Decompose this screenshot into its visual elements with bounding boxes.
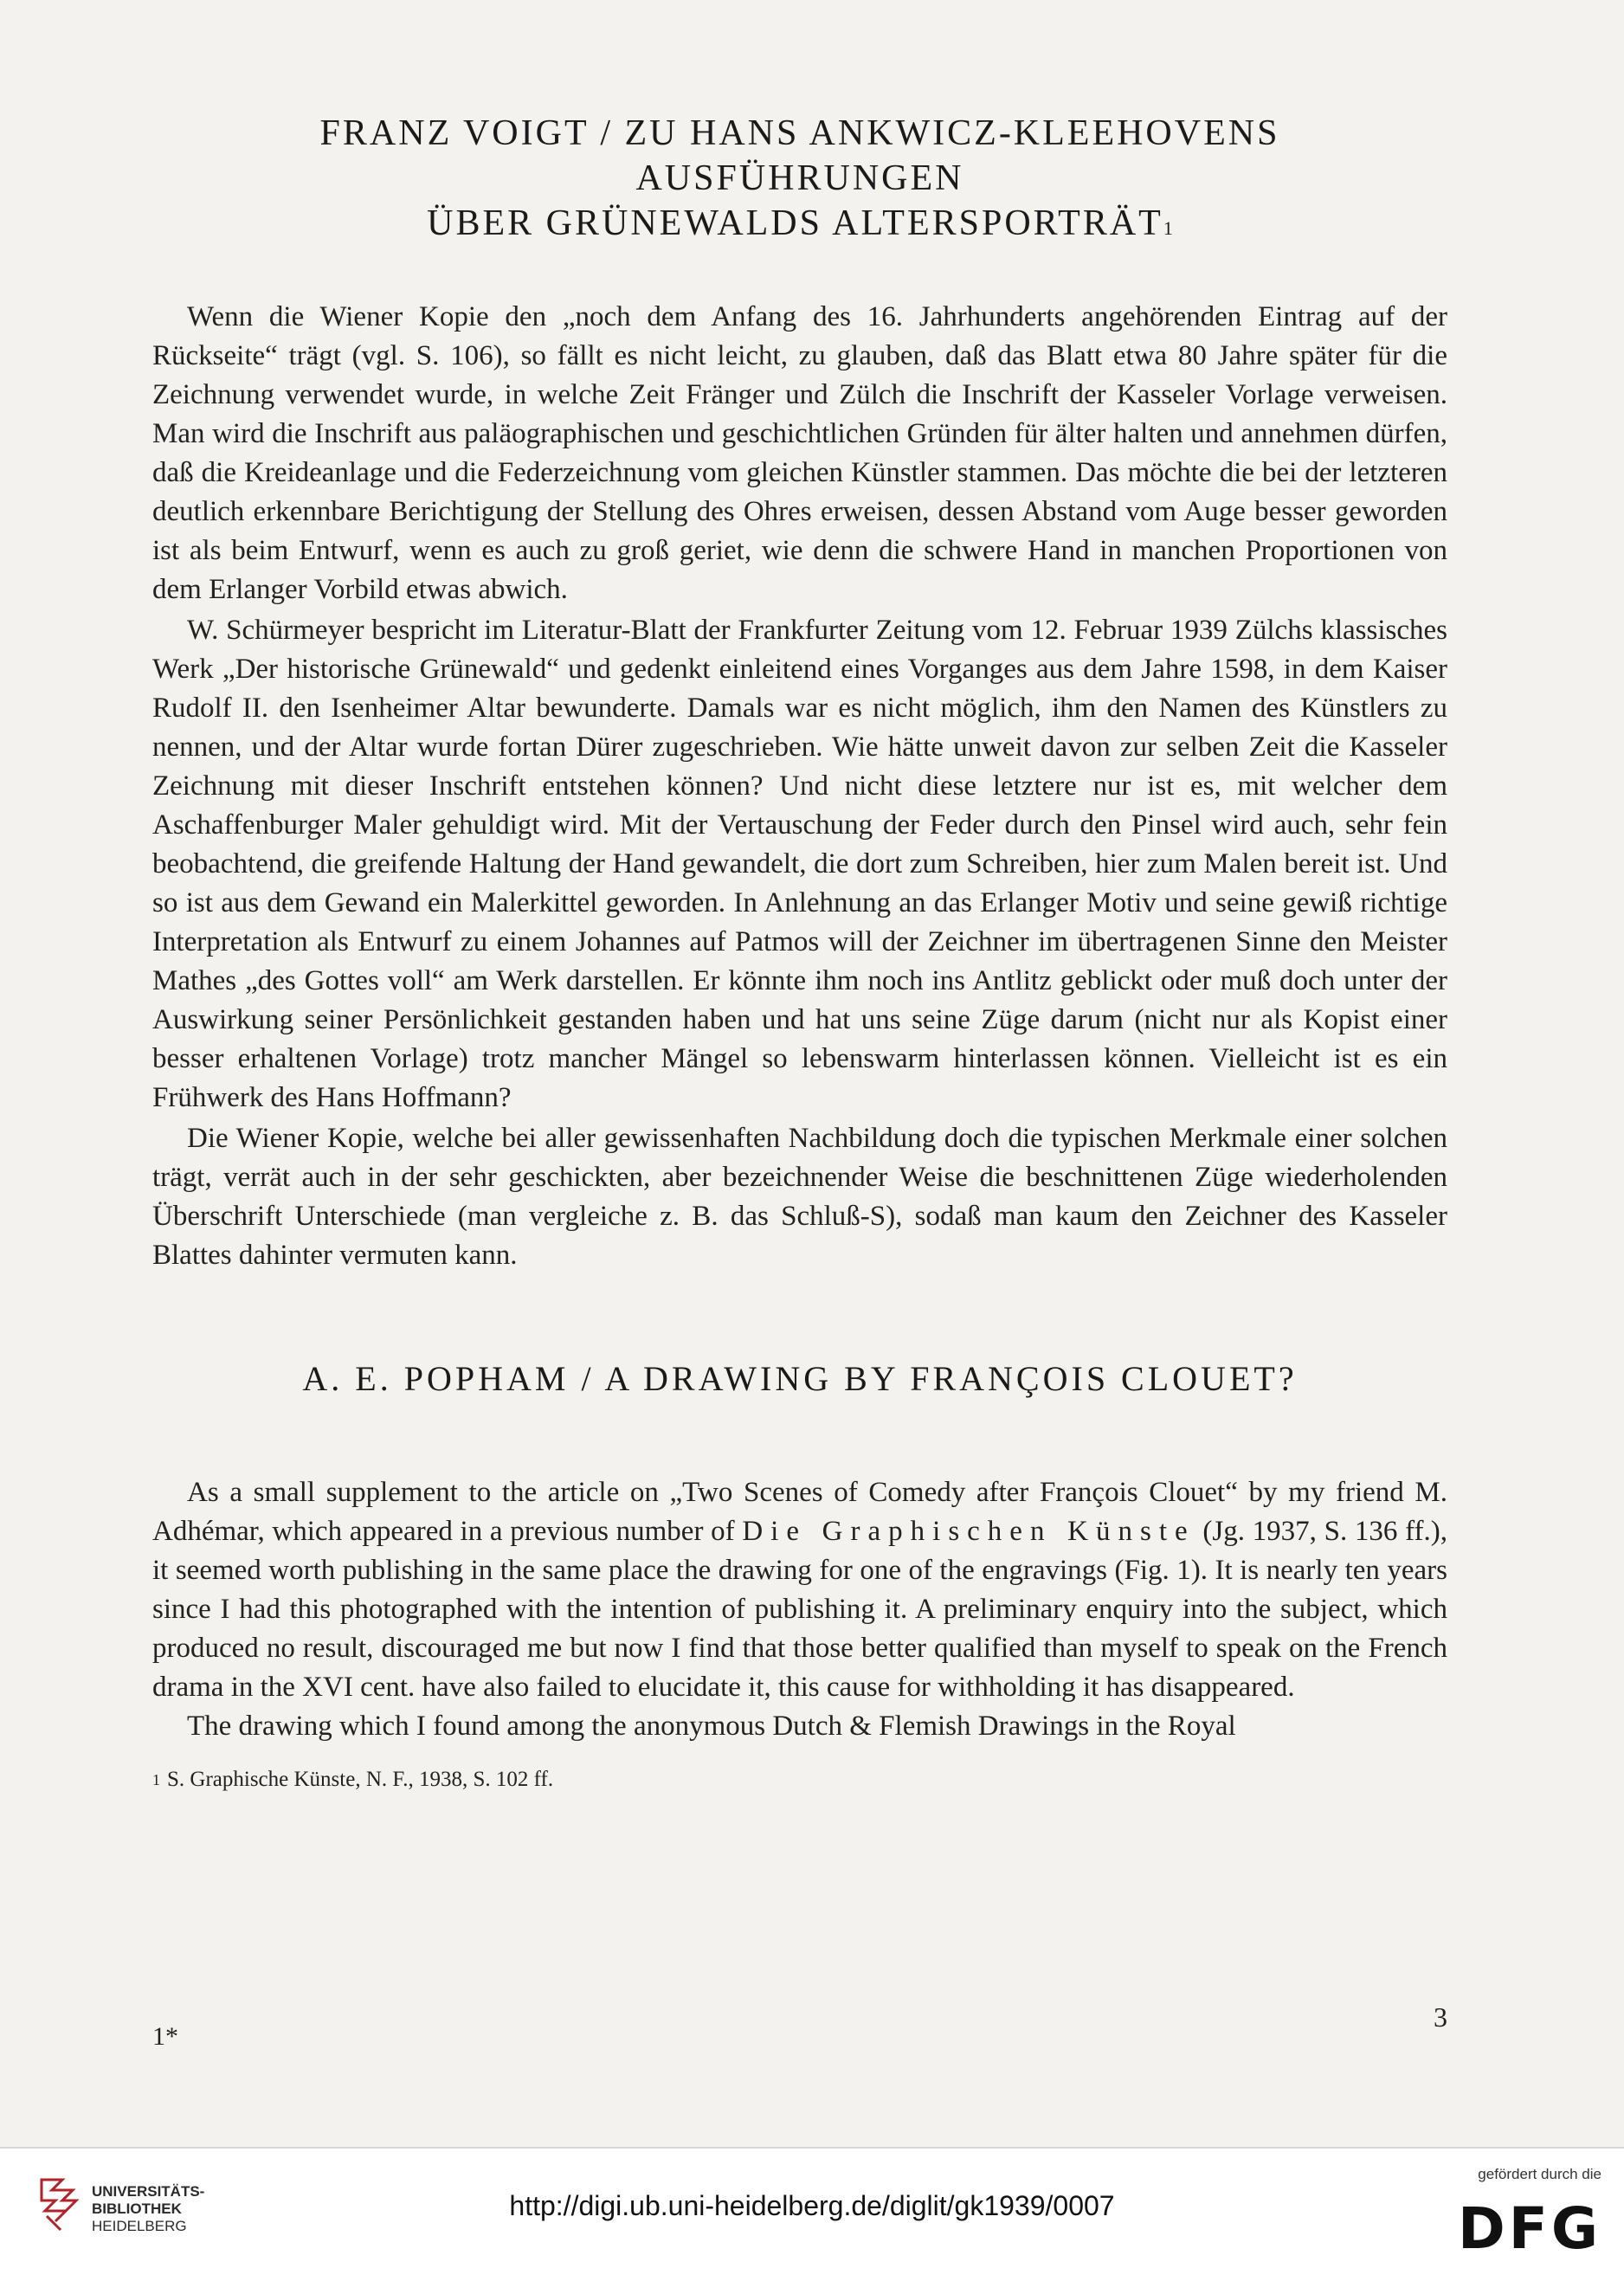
footnote-text: S. Graphische Künste, N. F., 1938, S. 102 ff. [167,1768,554,1791]
funding-note: gefördert durch die [1478,2166,1601,2182]
footnote [152,1765,1447,1795]
article1-title-line1: FRANZ VOIGT / ZU HANS ANKWICZ-KLEEHOVENS AUSFÜHRUNGEN [319,113,1280,198]
article2-body [152,1473,1447,1746]
article2-p1-before: As a small supplement to the article on „Two Scenes of Comedy after François Clouet“ by my friend M. Adhémar, which appeared in a previous number of [152,1477,1447,1547]
journal-name: Die Graphischen Künste [742,1516,1195,1547]
article1-paragraph: Wenn die Wiener Kopie den „noch dem Anfang des 16. Jahrhunderts angehörenden Eintrag auf der Rückseite“ trägt (vgl. S. 106), so fällt es nicht leicht, zu glauben, daß das Blatt etwa 80 Jahre später für die Zeichnung verwendet wurde, in welche Zeit Fränger und Zülch die Inschrift der Kasseler Vorlage verweisen. Man wird die Inschrift aus paläographischen und geschichtlichen Gründen für älter halten und annehmen dürfen, daß die Kreideanlage und die Federzeichnung vom gleichen Künstler stammen. Das möchte die bei der letzteren deutlich erkennbare Berichtigung der Stellung des Ohres erweisen, dessen Abstand vom Auge besser geworden ist als beim Entwurf, wenn es auch zu groß geriet, wie denn die schwere Hand in manchen Proportionen von dem Erlanger Vorbild etwas abwich. [152,301,1447,605]
article1-paragraph: W. Schürmeyer bespricht im Literatur-Blatt der Frankfurter Zeitung vom 12. Februar 1939 Zülchs klassisches Werk „Der historische Grünewald“ und gedenkt einleitend eines Vorganges aus dem Jahre 1598, in dem Kaiser Rudolf II. den Isenheimer Altar bewunderte. Damals war es nicht möglich, ihm den Namen des Künstlers zu nennen, und der Altar wurde fortan Dürer zugeschrieben. Wie hätte unweit davon zur selben Zeit die Kasseler Zeichnung mit dieser Inschrift entstehen können? Und nicht diese letztere nur ist es, mit welcher dem Aschaffenburger Maler gehuldigt wird. Mit der Vertauschung der Feder durch den Pinsel wird auch, sehr fein beobachtend, die greifende Haltung der Hand gewandelt, die dort zum Schreiben, hier zum Malen bereit ist. Und so ist aus dem Gewand ein Malerkittel geworden. In Anlehnung an das Erlanger Motiv und seine gewiß richtige Interpretation als Entwurf zu einem Johannes auf Patmos will der Zeichner im übertragenen Sinne den Meister Mathes „des Gottes voll“ am Werk darstellen. Er könnte ihm noch ins Antlitz geblickt oder muß doch unter der Auswirkung seiner Persönlichkeit gestanden haben und hat uns seine Züge darum (nicht nur als Kopist einer besser erhaltenen Vorlage) trotz mancher Mängel so lebenswarm hinterlassen können. Vielleicht ist es ein Frühwerk des Hans Hoffmann? [152,615,1447,1113]
library-line3: HEIDELBERG [92,2218,187,2234]
article2-paragraph [152,1473,1447,1707]
article1-body [152,298,1447,1275]
page-number: 3 [1434,2001,1447,2033]
article1-title-line2: ÜBER GRÜNEWALDS ALTERSPORTRÄT [427,203,1163,243]
article1-title-line2-wrap [152,201,1447,246]
footnote-mark: 1 [152,1771,160,1788]
signature-mark: 1* [152,2022,178,2051]
article2-paragraph: The drawing which I found among the anonymous Dutch & Flemish Drawings in the Royal [187,1711,1236,1742]
dfg-logo: DFG [1457,2195,1601,2262]
article2-p1-after: (Jg. 1937, S. 136 ff.), it seemed worth publishing in the same place the drawing for one of the engravings (Fig. 1). It is nearly ten years since I had this photographed with the intention of publishing it. A preliminary enquiry into the subject, which produced no result, discouraged me but now I find that those better qualified than myself to speak on the French drama in the XVI cent. have also failed to elucidate it, this cause for withholding it has disappeared. [152,1516,1447,1703]
library-line2: BIBLIOTHEK [92,2200,182,2217]
article1-title [152,111,1447,246]
article1-paragraph: Die Wiener Kopie, welche bei aller gewissenhaften Nachbildung doch die typischen Merkmale einer solchen trägt, verrät auch in der sehr geschickten, aber bezeichnender Weise die beschnittenen Züge wiederholenden Überschrift Unterschiede (man vergleiche z. B. das Schluß-S), sodaß man kaum den Zeichner des Kasseler Blattes dahinter vermuten kann. [152,1123,1447,1271]
page-content [152,111,1447,1795]
library-line1: UNIVERSITÄTS- [92,2183,205,2200]
source-url-link[interactable]: http://digi.ub.uni-heidelberg.de/diglit/gk1939/0007 [509,2190,1115,2221]
article2-title: A. E. POPHAM / A DRAWING BY FRANÇOIS CLOUET? [302,1359,1298,1398]
title-footnote-mark: 1 [1163,217,1173,239]
footer-bar [0,2147,1624,2281]
